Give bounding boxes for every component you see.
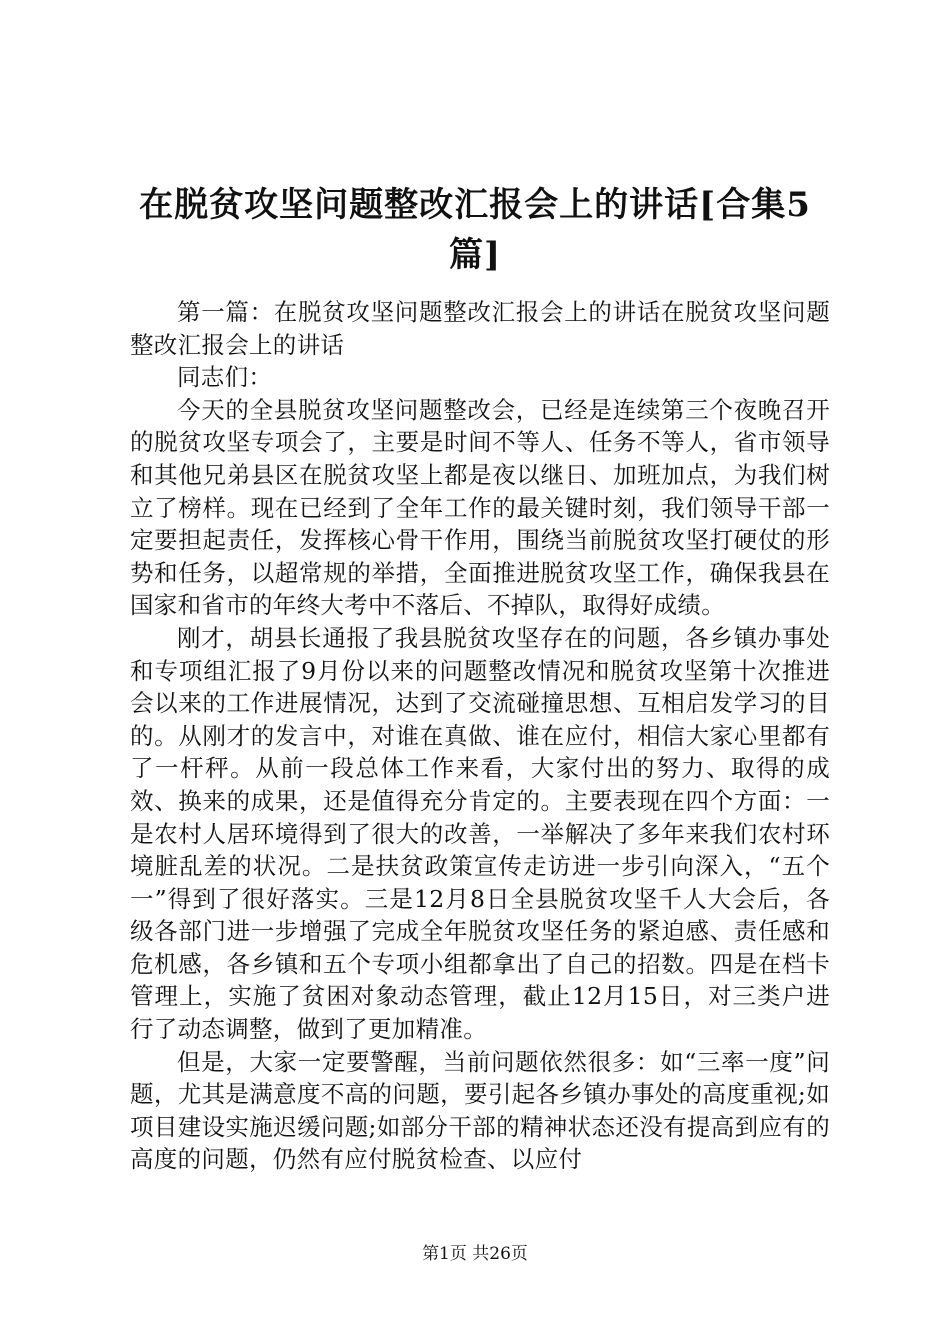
paragraph-body: 刚才，胡县长通报了我县脱贫攻坚存在的问题，各乡镇办事处和专项组汇报了9月份以来的问题整改情况和脱贫攻坚第十次推进会以来的工作进展情况，达到了交流碰撞思想、互相启发学习的目的。从刚才的发言中，对谁在真做、谁在应付，相信大家心里都有了一杆秤。从前一段总体工作来看，大家付出的努力、取得的成效、换来的成果，还是值得充分肯定的。主要表现在四个方面：一是农村人居环境得到了很大的改善，一举解决了多年来我们农村环境脏乱差的状况。二是扶贫政策宣传走访进一步引向深入，“五个一”得到了很好落实。三是12月8日全县脱贫攻坚千人大会后，各级各部门进一步增强了完成全年脱贫攻坚任务的紧迫感、责任感和危机感，各乡镇和五个专项小组都拿出了自己的招数。四是在档卡管理上，实施了贫困对象动态管理，截止12月15日，对三类户进行了动态调整，做到了更加精准。 xyxy=(130,623,830,1044)
document-title: 在脱贫攻坚问题整改汇报会上的讲话[合集5篇] xyxy=(139,185,811,275)
page-number-footer: 第1页 共26页 xyxy=(422,1244,528,1264)
document-body xyxy=(130,296,830,1176)
paragraph-chapter-heading: 第一篇：在脱贫攻坚问题整改汇报会上的讲话在脱贫攻坚问题整改汇报会上的讲话 xyxy=(130,298,830,359)
paragraph-salutation: 同志们： xyxy=(177,363,273,392)
paragraph-body: 但是，大家一定要警醒，当前问题依然很多：如“三率一度”问题，尤其是满意度不高的问题，要引起各乡镇办事处的高度重视;如项目建设实施迟缓问题;如部分干部的精神状态还没有提高到应有的高度的问题，仍然有应付脱贫检查、以应付 xyxy=(130,1047,830,1174)
paragraph-body: 今天的全县脱贫攻坚问题整改会，已经是连续第三个夜晚召开的脱贫攻坚专项会了，主要是时间不等人、任务不等人，省市领导和其他兄弟县区在脱贫攻坚上都是夜以继日、加班加点，为我们树立了榜样。现在已经到了全年工作的最关键时刻，我们领导干部一定要担起责任，发挥核心骨干作用，围绕当前脱贫攻坚打硬仗的形势和任务，以超常规的举措，全面推进脱贫攻坚工作，确保我县在国家和省市的年终大考中不落后、不掉队，取得好成绩。 xyxy=(130,395,830,620)
